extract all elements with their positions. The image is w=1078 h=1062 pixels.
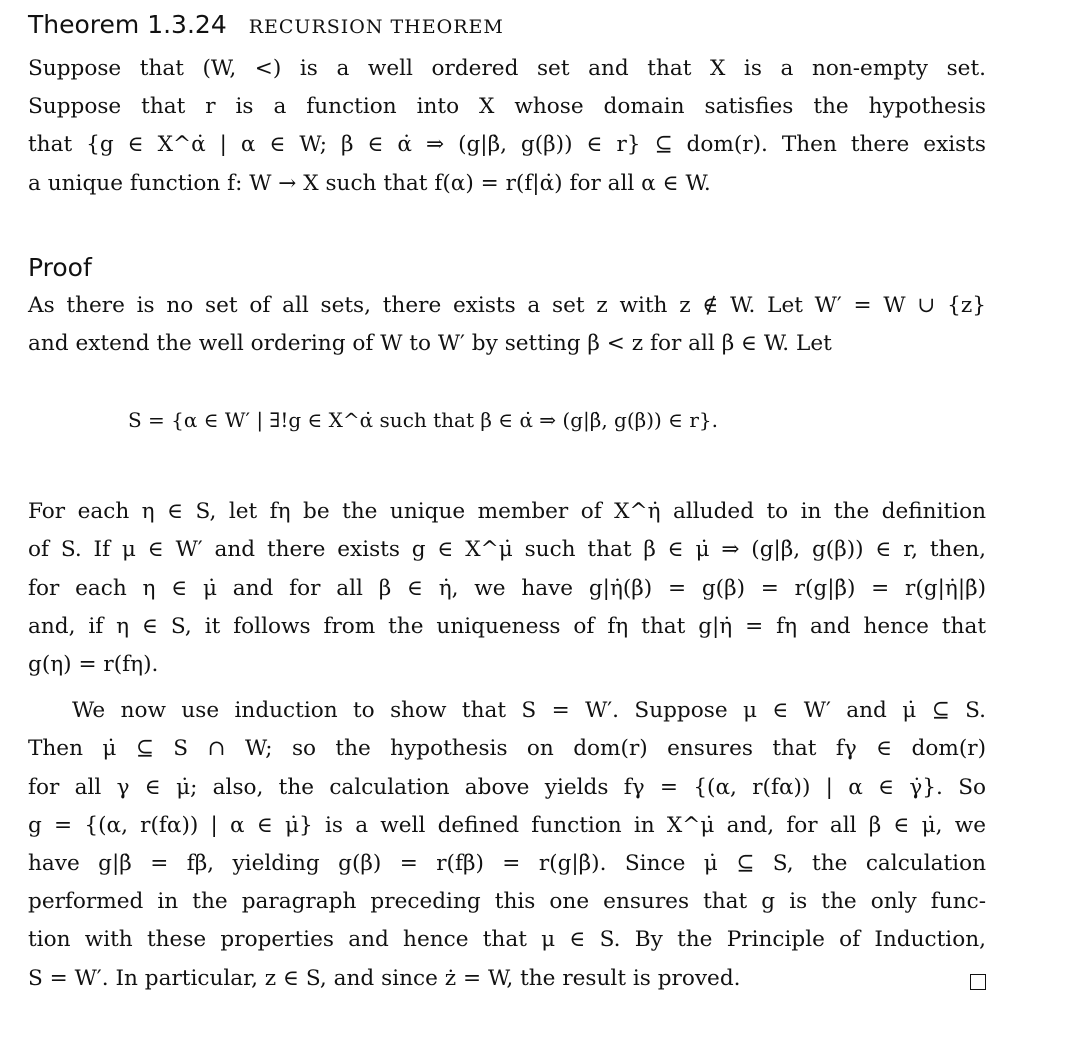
theorem-number: Theorem 1.3.24	[28, 10, 227, 39]
display-equation: S = {α ∈ W′ | ∃!g ∈ X^α̇ such that β ∈ α̇ ⇒ (g|β̇, g(β)) ∈ r}.	[128, 408, 718, 433]
text-line: of S. If μ ∈ W′ and there exists g ∈ X^μ̇ such that β ∈ μ̇ ⇒ (g|β̇, g(β)) ∈ r, then,	[28, 537, 986, 563]
text-line: g = {(α, r(fα)) | α ∈ μ̇} is a well defined function in X^μ̇ and, for all β ∈ μ̇, we	[28, 812, 986, 838]
theorem-heading	[28, 10, 986, 50]
text-line: Suppose that (W, <) is a well ordered set and that X is a non-empty set.	[28, 56, 986, 81]
text-line: tion with these properties and hence that μ ∈ S. By the Principle of Induction,	[28, 927, 986, 953]
text-line: have g|β̇ = fβ, yielding g(β) = r(fβ) = r(g|β̇). Since μ̇ ⊆ S, the calculation	[28, 851, 986, 877]
text-line: for each η ∈ μ̇ and for all β ∈ η̇, we have g|η̇(β) = g(β) = r(g|β̇) = r(g|η̇|β̇)	[28, 575, 986, 601]
text-line: and, if η ∈ S, it follows from the uniqueness of fη that g|η̇ = fη and hence that	[28, 613, 986, 639]
text-line: As there is no set of all sets, there exists a set z with z ∉ W. Let W′ = W ∪ {z}	[28, 292, 986, 318]
proof-heading: Proof	[28, 252, 92, 282]
text-line: for all γ ∈ μ̇; also, the calculation above yields fγ = {(α, r(fα)) | α ∈ γ̇}. So	[28, 774, 986, 800]
proof-paragraph-1	[28, 287, 986, 363]
text-line: a unique function f: W → X such that f(α) = r(f|α̇) for all α ∈ W.	[28, 170, 711, 196]
qed-square-icon	[970, 974, 986, 990]
text-line: We now use induction to show that S = W′. Suppose μ ∈ W′ and μ̇ ⊆ S.	[72, 698, 986, 724]
text-line: S = W′. In particular, z ∈ S, and since ż = W, the result is proved.	[28, 965, 741, 991]
document-page	[28, 10, 986, 998]
text-line: For each η ∈ S, let fη be the unique member of X^η̇ alluded to in the definition	[28, 499, 986, 525]
text-line: and extend the well ordering of W to W′ by setting β < z for all β ∈ W. Let	[28, 331, 832, 357]
text-line: Then μ̇ ⊆ S ∩ W; so the hypothesis on dom(r) ensures that fγ ∈ dom(r)	[28, 736, 986, 762]
text-line: g(η) = r(fη).	[28, 652, 159, 678]
text-line: performed in the paragraph preceding this one ensures that g is the only func-	[28, 889, 986, 915]
proof-paragraph-3	[28, 692, 986, 998]
theorem-title: RECURSION THEOREM	[248, 16, 504, 38]
proof-paragraph-2	[28, 493, 986, 684]
text-line: that {g ∈ X^α̇ | α ∈ W; β ∈ α̇ ⇒ (g|β̇, g(β)) ∈ r} ⊆ dom(r). Then there exists	[28, 132, 986, 158]
text-line: Suppose that r is a function into X whose domain satisfies the hypothesis	[28, 94, 986, 120]
theorem-statement	[28, 50, 986, 203]
